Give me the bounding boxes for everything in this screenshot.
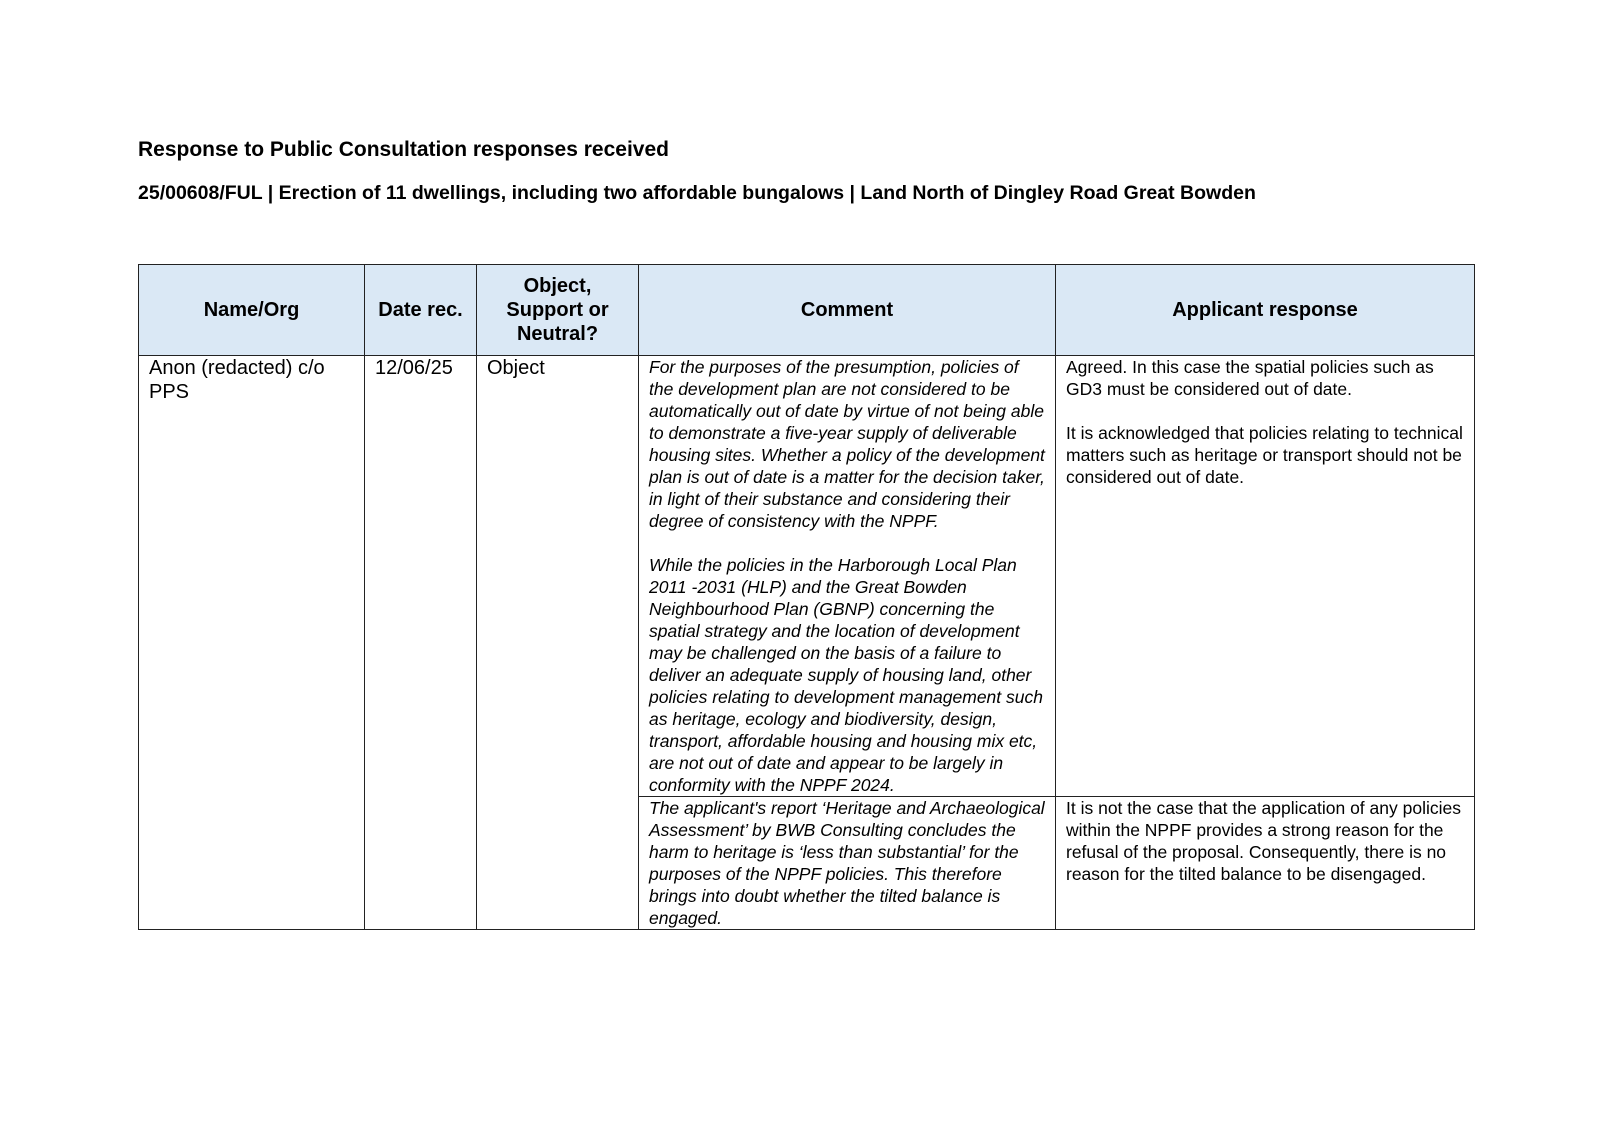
cell-comment (639, 797, 1056, 930)
header-date-received: Date rec. (365, 265, 477, 356)
cell-name-org: Anon (redacted) c/o PPS (139, 356, 365, 930)
comment-paragraph: The applicant's report ‘Heritage and Archaeological Assessment’ by BWB Consulting concludes the harm to heritage is ‘less than substantial’ for the purposes of the NPPF policies. This therefore brings into doubt whether the tilted balance is engaged. (649, 798, 1045, 928)
document-title: Response to Public Consultation responses received (138, 138, 669, 161)
cell-date-received: 12/06/25 (365, 356, 477, 930)
header-comment: Comment (639, 265, 1056, 356)
table-row (139, 356, 1475, 797)
header-applicant-response: Applicant response (1056, 265, 1475, 356)
table-header-row (139, 265, 1475, 356)
cell-stance: Object (477, 356, 639, 930)
header-name-org: Name/Org (139, 265, 365, 356)
header-stance: Object, Support or Neutral? (477, 265, 639, 356)
consultation-table (138, 264, 1475, 930)
response-paragraph: It is not the case that the application of any policies within the NPPF provides a strong reason for the refusal of the proposal. Consequently, there is no reason for the tilted balance to be disengaged. (1066, 798, 1461, 884)
document-subtitle: 25/00608/FUL | Erection of 11 dwellings, including two affordable bungalows | Land North of Dingley Road Great Bowden (138, 182, 1256, 204)
comment-paragraph: While the policies in the Harborough Local Plan 2011 -2031 (HLP) and the Great Bowden Neighbourhood Plan (GBNP) concerning the spatial strategy and the location of development may be challenged on the basis of a failure to deliver an adequate supply of housing land, other policies relating to development management such as heritage, ecology and biodiversity, design, transport, affordable housing and housing mix etc, are not out of date and appear to be largely in conformity with the NPPF 2024. (649, 555, 1043, 795)
comment-paragraph: For the purposes of the presumption, policies of the development plan are not considered to be automatically out of date by virtue of not being able to demonstrate a five-year supply of deliverable housing sites. Whether a policy of the development plan is out of date is a matter for the decision taker, in light of their substance and considering their degree of consistency with the NPPF. (649, 357, 1045, 531)
response-paragraph: Agreed. In this case the spatial policies such as GD3 must be considered out of date. (1066, 357, 1434, 399)
cell-comment (639, 356, 1056, 797)
response-paragraph: It is acknowledged that policies relating to technical matters such as heritage or transport should not be considered out of date. (1066, 423, 1463, 487)
cell-applicant-response (1056, 356, 1475, 797)
cell-applicant-response (1056, 797, 1475, 930)
